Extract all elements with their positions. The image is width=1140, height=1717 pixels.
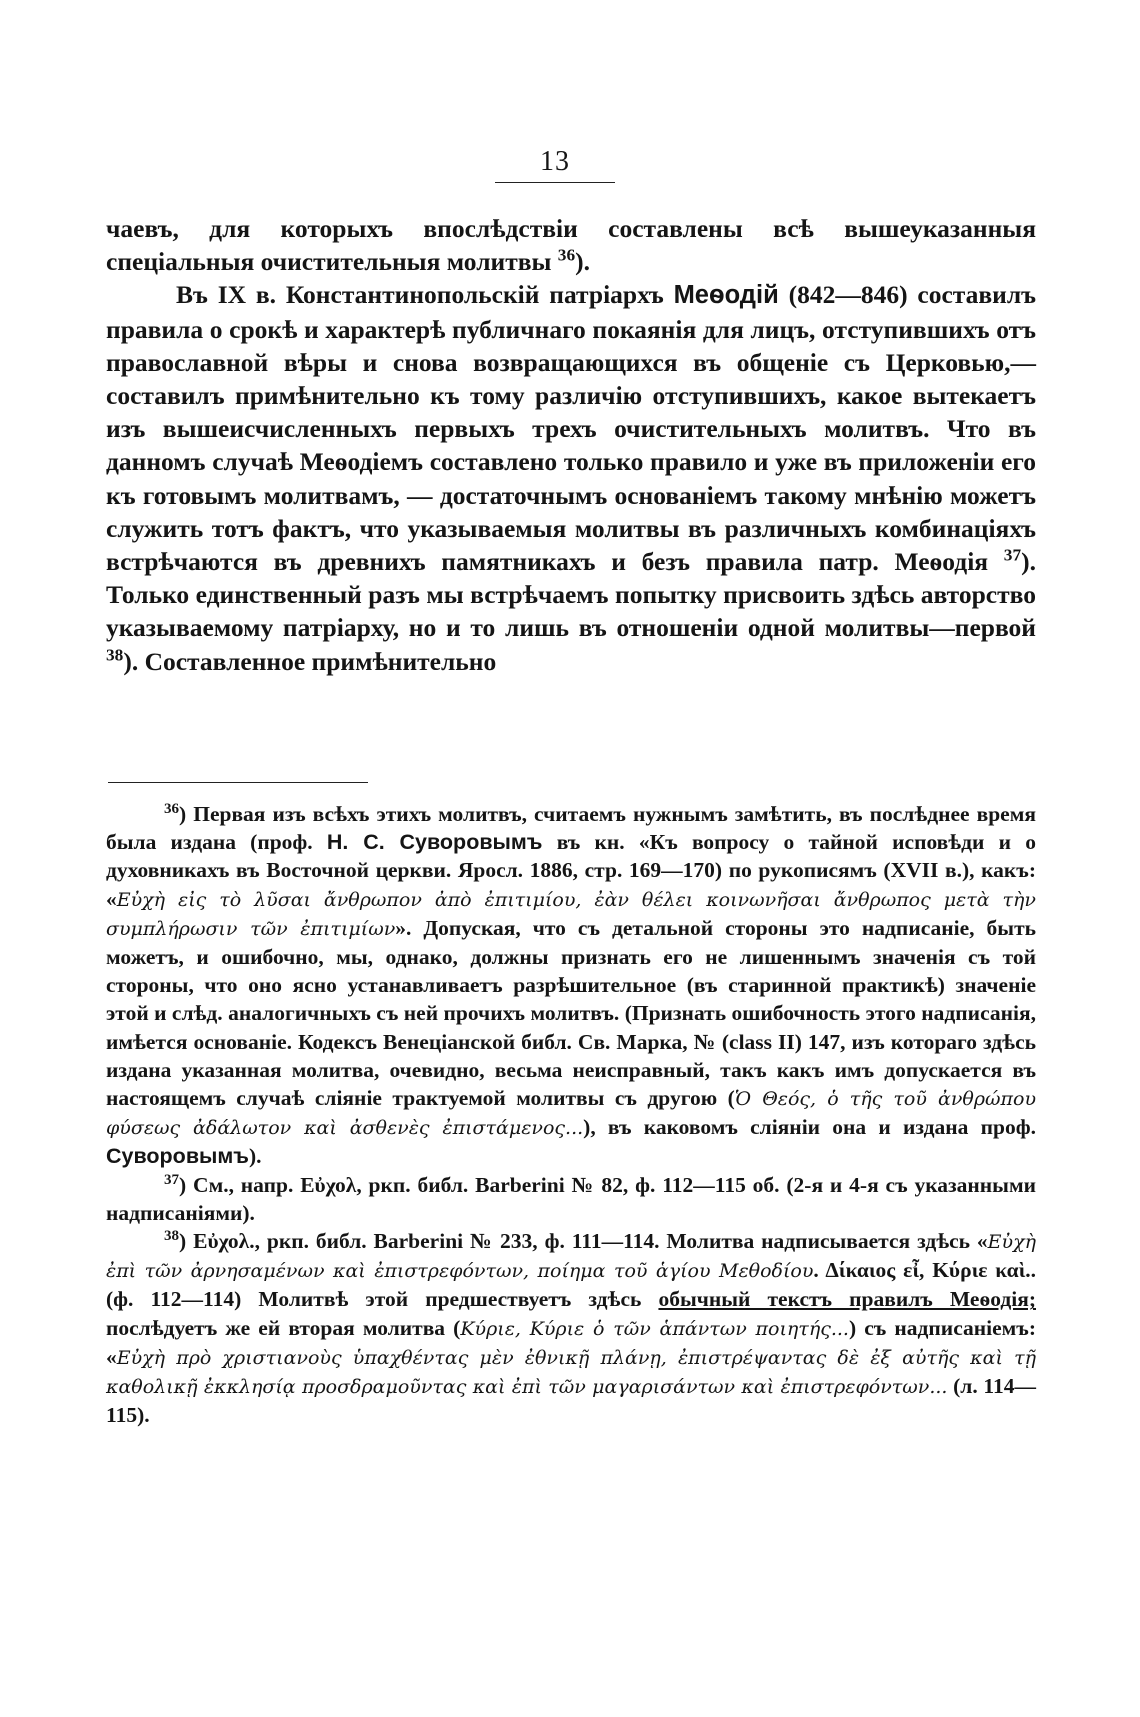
footnote-ref-38[interactable]: 38 <box>106 645 124 665</box>
author-name: Н. С. Суворовымъ <box>326 830 543 855</box>
footnote-ref-36[interactable]: 36 <box>557 245 576 265</box>
footnote-36-a: ) Первая изъ всѣхъ этихъ молитвъ, считаемъ нужнымъ замѣтить, въ послѣднее время была издана (проф. <box>106 802 1036 855</box>
footnote-37-text: ) См., напр. Εὐχολ, ркп. библ. Barberini № 82, ф. 112—115 об. (2-я и 4-я съ указанными надписаніями). <box>106 1172 1036 1225</box>
footnote-38-e: (л. 114—115). <box>106 1374 1036 1428</box>
greek-quote: Εὐχὴ πρὸ χριστιανοὺς ὑπαχθέντας μὲν ἐθνικῇ πλάνῃ, ἐπιστρέψαντας δὲ ἐξ αὐτῆς καὶ τῇ καθολικῇ ἐκκλησίᾳ προσδραμοῦντας καὶ ἐπὶ τῶν μαγαρισάντων καὶ ἐπιστρεφόντων... <box>106 1346 1036 1399</box>
footnote-36-b: въ кн. «Къ вопросу о тайной исповѣди и о духовникахъ въ Восточной церкви. Яросл. 1886, стр. 169—170) по рукописямъ (XVII в.), какъ: « <box>106 830 1036 911</box>
footnote-38-b: . Δίκαιος εἶ, Κύριε καὶ.. (ф. 112—114) Молитвѣ этой предшествуетъ здѣсь <box>106 1258 1036 1312</box>
footnote-38-d: ) съ надписаніемъ: « <box>106 1315 1036 1369</box>
paragraph-2-b: (842—846) составилъ правила о срокѣ и характерѣ публичнаго покаянія для лицъ, отступившихъ отъ православной вѣры и снова возвращающихся въ общеніе съ Церковью,—составилъ примѣнительно къ тому различію отступившихъ, какое вытекаетъ изъ вышеисчисленныхъ первыхъ трехъ очистительныхъ молитвъ. Что въ данномъ случаѣ Меѳодіемъ составлено только правило и уже въ приложеніи его къ готовымъ молитвамъ, — достаточнымъ основаніемъ такому мнѣнію можетъ служить тотъ фактъ, что указываемыя молитвы въ различныхъ комбинаціяхъ встрѣчаются въ древнихъ памятникахъ и безъ правила патр. Меѳодія <box>106 280 1036 577</box>
header-rule <box>495 182 615 183</box>
footnote-36 <box>106 800 1036 1171</box>
footnote-38 <box>106 1227 1036 1429</box>
underlined-text: обычный текстъ правилъ Меѳодія; <box>658 1287 1036 1312</box>
paragraph-1-text: чаевъ, для которыхъ впослѣдствіи составлены всѣ вышеуказанныя спеціальныя очистительныя молитвы <box>106 214 1036 277</box>
footnote-marker-38: 38 <box>164 1227 180 1244</box>
paragraph-2 <box>106 278 1036 677</box>
footnote-36-e: ). <box>248 1144 262 1169</box>
paragraph-1-end: ). <box>575 247 590 277</box>
paragraph-2-a: Въ IX в. Константинопольскій патріархъ <box>176 280 674 310</box>
paragraph-2-c: ). Только единственный разъ мы встрѣчаемъ попытку присвоить здѣсь авторство указываемому патріарху, но и то лишь въ отношеніи одной молитвы—первой <box>106 547 1036 643</box>
patriarch-name: Меѳодій <box>673 281 779 310</box>
footnote-38-a: ) Εὐχολ., ркп. библ. Barberini № 233, ф. 111—114. Молитва надписывается здѣсь « <box>179 1229 988 1254</box>
page-header <box>380 146 730 183</box>
main-text <box>106 212 1036 678</box>
greek-quote: Εὐχὴ εἰς τὸ λῦσαι ἄνθρωπον ἀπὸ ἐπιτιμίου, ἐὰν θέλει κοινωνῆσαι ἄνθρωπος μετὰ τὴν συμπλήρωσιν τῶν ἐπιτιμίων <box>106 888 1036 940</box>
page-number: 13 <box>540 146 570 177</box>
author-name: Суворовымъ <box>106 1144 249 1169</box>
footnotes <box>106 800 1036 1429</box>
greek-quote: Εὐχὴ ἐπὶ τῶν ἀρνησαμένων καὶ ἐπιστρεφόντων, ποίημα τοῦ ἁγίου Μεθοδίου <box>106 1231 1036 1283</box>
footnote-36-c: ». Допуская, что съ детальной стороны это надписаніе, быть можетъ, и ошибочно, мы, однако, должны признать его не лишеннымъ значенія съ той стороны, что оно ясно устанавливаетъ разрѣшительное (въ старинной практикѣ) значеніе этой и слѣд. аналогичныхъ съ ней прочихъ молитвъ. (Признать ошибочность этого надписанія, имѣется основаніе. Кодексъ Венеціанской библ. Св. Марка, № (class II) 147, изъ котораго здѣсь издана указанная молитва, очевидно, весьма неисправный, такъ какъ имъ допускается въ настоящемъ случаѣ сліяніе трактуемой молитвы съ другою ( <box>106 915 1037 1111</box>
footnote-marker-36: 36 <box>164 800 180 817</box>
footnote-marker-37: 37 <box>164 1171 180 1188</box>
paragraph-2-d: ). Составленное примѣнительно <box>123 646 497 676</box>
footnote-ref-37[interactable]: 37 <box>1003 545 1022 565</box>
footnote-separator <box>108 782 368 783</box>
paragraph-1 <box>106 212 1036 278</box>
greek-quote: Κύριε, Κύριε ὁ τῶν ἁπάντων ποιητής... <box>460 1317 849 1340</box>
footnote-38-c: послѣдуетъ же ей вторая молитва ( <box>106 1315 461 1340</box>
greek-quote: Ὁ Θεός, ὁ τῆς τοῦ ἀνθρώπου φύσεως ἀδάλωτον καὶ ἀσθενὲς ἐπιστάμενος... <box>106 1088 1036 1140</box>
footnote-36-d: ), въ каковомъ сліяніи она и издана проф. <box>583 1115 1036 1140</box>
footnote-37 <box>106 1171 1036 1227</box>
